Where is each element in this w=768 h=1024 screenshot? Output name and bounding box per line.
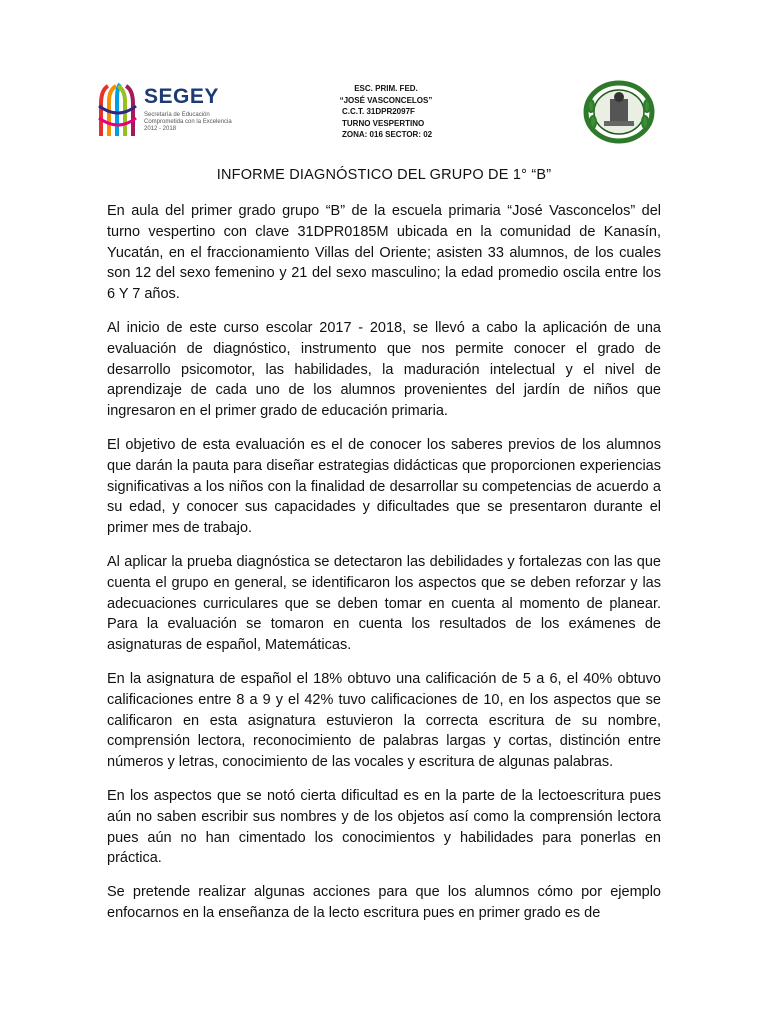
school-zone: ZONA: 016 SECTOR: 02	[342, 130, 433, 139]
paragraph: En aula del primer grado grupo “B” de la escuela primaria “José Vasconcelos” del turno vespertino con clave 31DPR0185M ubicada en la comunidad de Kanasín, Yucatán, en el fraccionamiento Villas del Oriente; asisten 33 alumnos, de los cuales son 12 del sexo femenino y 21 del sexo masculino; la edad promedio oscila entre los 6 Y 7 años.	[107, 203, 661, 303]
segey-tagline: Comprometida con la Excelencia	[144, 119, 232, 125]
segey-years: 2012 - 2018	[144, 126, 177, 132]
school-type: ESC. PRIM. FED.	[354, 84, 418, 93]
report-body	[107, 201, 661, 937]
paragraph: En los aspectos que se notó cierta dificultad es en la parte de la lectoescritura pues aún no saben escribir sus nombres y de los objetos así como la comprensión lectora pues aún no han cimentado los conocimientos y habilidades para ponerlas en práctica.	[107, 787, 661, 867]
school-info	[336, 83, 436, 141]
paragraph: El objetivo de esta evaluación es el de conocer los saberes previos de los alumnos que darán la pauta para diseñar estrategias didácticas que proporcionen experiencias significativas a los niños con la finalidad de desarrollar su competencias de acuerdo a su edad, y conocer sus capacidades y dificultades que se presentaron durante el primer mes de trabajo.	[107, 436, 661, 537]
school-shift: TURNO VESPERTINO	[342, 118, 425, 128]
paragraph: Al inicio de este curso escolar 2017 - 2018, se llevó a cabo la aplicación de una evaluación de diagnóstico, instrumento que nos permite conocer el grado de desarrollo psicomotor, las habilidades, la maduración intelectual y el nivel de aprendizaje de cada uno de los alumnos provenientes del jardín de niños que ingresaron en el primer grado de educación primaria.	[107, 319, 661, 420]
school-emblem-icon	[582, 80, 656, 144]
segey-subtitle: Secretaría de Educación	[144, 112, 210, 118]
segey-logo-icon	[96, 82, 142, 138]
paragraph: Se pretende realizar algunas acciones para que los alumnos cómo por ejemplo enfocarnos en la enseñanza de la lecto escritura pues en primer grado es de	[107, 884, 661, 921]
segey-logo	[96, 82, 232, 138]
paragraph: Al aplicar la prueba diagnóstica se detectaron las debilidades y fortalezas con las que cuenta el grupo en general, se identificaron los aspectos que se deben reforzar y las adecuaciones curriculares que se deben tomar en cuenta al momento de planear. Para la evaluación se tomaron en cuenta los resultados de los exámenes de asignaturas de español, Matemáticas.	[107, 553, 661, 654]
school-name: “JOSÉ VASCONCELOS”	[339, 95, 433, 105]
report-title: INFORME DIAGNÓSTICO DEL GRUPO DE 1° “B”	[216, 167, 552, 183]
school-cct: C.C.T. 31DPR2097F	[342, 107, 415, 116]
segey-brand: SEGEY	[144, 85, 219, 108]
paragraph: En la asignatura de español el 18% obtuvo una calificación de 5 a 6, el 40% obtuvo calificaciones entre 8 a 9 y el 42% tuvo calificaciones de 10, en los aspectos que se calificaron en esta asignatura estuvieron la correcta escritura de su nombre, comprensión lectora, reconocimiento de palabras largas y cortas, distinción entre números y letras, conocimiento de las vocales y escritura de algunas palabras.	[107, 670, 661, 771]
